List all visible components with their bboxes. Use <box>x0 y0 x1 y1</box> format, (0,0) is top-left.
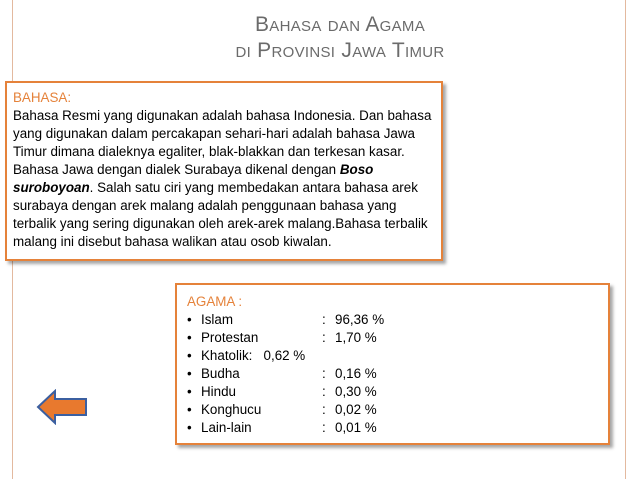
separator: : <box>322 330 326 345</box>
list-item <box>187 401 608 419</box>
bahasa-text-after: . Salah satu ciri yang membedakan antara bahasa arek surabaya dengan arek malang adalah penggunaan bahasa yang terbalik yang sering digunakan oleh arek-arek malang.Bahasa terbalik malang ini disebut bahasa walikan atau osob kiwalan. <box>13 180 428 249</box>
slide-frame-right <box>625 0 626 479</box>
religion-name: Khatolik: 0,62 % <box>201 348 306 363</box>
bullet-icon: • <box>187 384 192 399</box>
bullet-icon: • <box>187 402 192 417</box>
slide-title-line-1: Bahasa dan Agama <box>254 13 426 36</box>
separator: : <box>322 312 326 327</box>
list-item <box>187 419 608 437</box>
bahasa-heading: BAHASA: <box>13 90 72 105</box>
agama-list <box>187 311 608 437</box>
bullet-icon: • <box>187 420 192 435</box>
list-item <box>187 347 608 365</box>
religion-name: Konghucu <box>201 402 262 417</box>
list-item <box>187 365 608 383</box>
bahasa-text-before: Bahasa Resmi yang digunakan adalah bahasa Indonesia. Dan bahasa yang digunakan dalam percakapan sehari-hari adalah bahasa Jawa Timur dimana dialeknya egaliter, blak-blakkan dan terkesan kasar. Bahasa Jawa dengan dialek Surabaya dikenal dengan <box>13 108 432 177</box>
religion-percentage: 0,02 % <box>335 402 377 417</box>
agama-heading: AGAMA : <box>187 294 243 309</box>
bullet-icon: • <box>187 366 192 381</box>
slide-title <box>130 12 550 64</box>
bahasa-emphasis: Boso suroboyoan <box>13 162 374 195</box>
list-item <box>187 383 608 401</box>
religion-name: Budha <box>201 366 240 381</box>
bullet-icon: • <box>187 312 192 327</box>
list-item <box>187 311 608 329</box>
left-arrow-icon <box>36 389 88 425</box>
religion-name: Lain-lain <box>201 420 252 435</box>
slide-title-line-2: di Provinsi Jawa Timur <box>235 39 445 62</box>
religion-percentage: 96,36 % <box>335 312 385 327</box>
separator: : <box>322 384 326 399</box>
separator: : <box>322 420 326 435</box>
bahasa-body <box>13 108 431 249</box>
religion-percentage: 1,70 % <box>335 330 377 345</box>
bullet-icon: • <box>187 330 192 345</box>
separator: : <box>322 402 326 417</box>
religion-percentage: 0,01 % <box>335 420 377 435</box>
bullet-icon: • <box>187 348 192 363</box>
religion-name: Protestan <box>201 330 259 345</box>
list-item <box>187 329 608 347</box>
religion-name: Hindu <box>201 384 236 399</box>
agama-textbox[interactable] <box>175 283 610 445</box>
separator: : <box>322 366 326 381</box>
religion-percentage: 0,16 % <box>335 366 377 381</box>
back-button[interactable] <box>36 389 88 425</box>
bahasa-textbox[interactable] <box>5 81 443 261</box>
religion-percentage: 0,30 % <box>335 384 377 399</box>
religion-name: Islam <box>201 312 233 327</box>
